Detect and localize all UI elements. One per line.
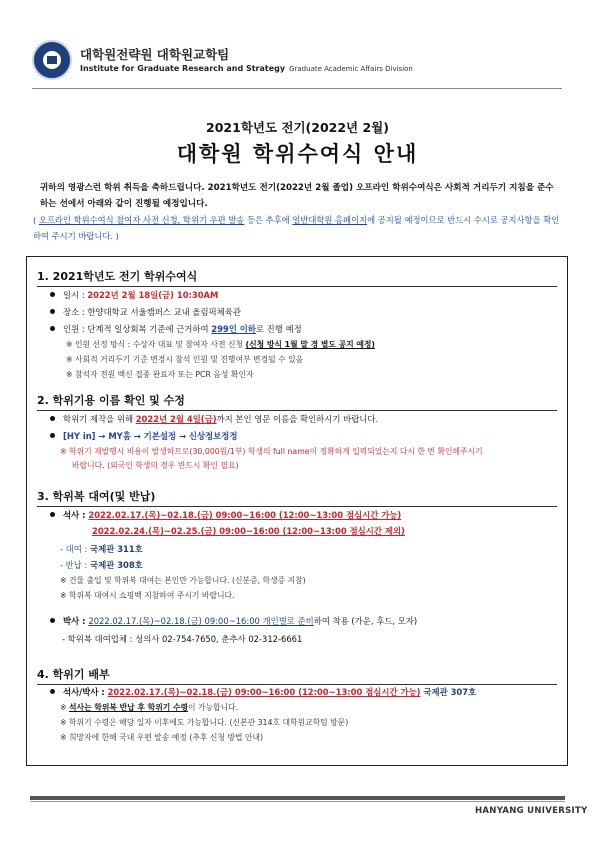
section3-master-label: 석사 :: [63, 510, 89, 520]
section1-note3: ※ 참석자 전원 백신 접종 완료자 또는 PCR 음성 확인자: [66, 370, 254, 379]
section1-attendance: [50, 322, 302, 336]
notice-part1: 오프라인 학위수여식 참여자 사전 신청, 학위기 우편 발송: [38, 215, 245, 225]
section2-title-text: 2. 학위기용 이름 확인 및 수정: [37, 394, 185, 407]
section4-note1-a: ※: [60, 703, 70, 712]
section1-date: [50, 288, 218, 302]
section3-note2: ※ 학위복 대여시 쇼핑백 지참하여 주시기 바랍니다.: [60, 591, 235, 600]
section1-place: [50, 305, 241, 319]
section4-note1-b: 석사는 학위복 반납 후 학위기 수령: [69, 703, 189, 712]
section1-attend-a: 인원 : 단계적 일상회복 기준에 근거하여: [63, 324, 212, 334]
org-name-english-sub: Graduate Academic Affairs Division: [289, 65, 413, 73]
section4-period: 2022.02.17.(목)~02.18.(금) 09:00~16:00 (12:00~13:00 점심시간 가능): [107, 687, 421, 697]
section2-note-line1: ※ 학위기 재발행시 비용이 발생하므로(30,000원/1부) 학생의 full name이 정확하게 입력되었는지 다시 한 번 확인해주시기: [60, 447, 483, 456]
section1-note1-b: (신청 방식 1월 말 경 별도 공지 예정): [245, 340, 375, 349]
section2-title: [37, 392, 557, 411]
section4-note2: ※ 학위기 수령은 해당 일자 이후에도 가능합니다. (신본관 314호 대학원교학팀 방문): [60, 718, 349, 727]
section3-return-label: - 반납 :: [60, 560, 91, 570]
bullet-icon: [50, 326, 55, 331]
intro-paragraph: 귀하의 영광스런 학위 취득을 축하드립니다. 2021학년도 전기(2022년 2월 졸업) 오프라인 학위수여식은 사회적 거리두기 지침을 준수하는 선에서 아래와 같이 진행될 예정입니다.: [40, 183, 554, 209]
section3-rent-place: 국제관 311호: [90, 544, 143, 554]
section1-title-text: 1. 2021학년도 전기 학위수여식: [37, 270, 198, 283]
section4-note1-c: 이 가능합니다.: [188, 703, 239, 712]
section4-label: 석사/박사 :: [63, 687, 108, 697]
section4-note3: ※ 희망자에 한해 국내 우편 발송 예정 (추후 신청 방법 안내): [60, 733, 264, 742]
org-name-korean: 대학원전략원 대학원교학팀: [80, 47, 230, 62]
section2-line1-c: 까지 본인 영문 이름을 확인하시기 바랍니다.: [216, 414, 379, 424]
section3-vendors: - 학위복 대여업체 : 성의사 02-754-7650, 춘추사 02-312-6661: [62, 634, 303, 644]
section3-phd-mid: 개인별로 준비: [259, 616, 314, 626]
section2-note-line2: 바랍니다. (외국인 학생의 경우 반드시 확인 필요): [72, 461, 239, 470]
bullet-icon: [50, 292, 55, 297]
bullet-icon: [50, 689, 55, 694]
section1-attend-c: 로 진행 예정: [255, 324, 302, 334]
section1-note1: [66, 338, 375, 352]
bullet-icon: [50, 309, 55, 314]
section3-phd-period: 2022.02.17.(목)~02.18.(금) 09:00~16:00: [88, 616, 260, 626]
notice-part2: 등은 추후에: [244, 215, 293, 225]
section4-title: [37, 666, 557, 685]
org-name-english-main: Institute for Graduate Research and Strategy: [80, 64, 286, 73]
section3-phd: [50, 614, 417, 628]
section1-note1-a: ※ 인원 선정 방식 : 수상자 대표 및 참여자 사전 신청: [66, 340, 246, 349]
section3-return: [60, 558, 143, 572]
footer-rule-thick: [30, 796, 565, 800]
section3-title: [37, 488, 557, 507]
section2-line1-b: 2022년 2월 4일(금): [135, 414, 217, 424]
section2-line1-a: 학위기 제작을 위해: [63, 414, 136, 424]
university-seal-logo: [32, 40, 72, 80]
section3-master-period1: 2022.02.17.(목)~02.18.(금) 09:00~16:00 (12:00~13:00 점심시간 가능): [88, 510, 402, 520]
notice-part3: 일반대학원 홈페이지: [292, 215, 368, 225]
section3-master-period2-row: [92, 524, 405, 538]
bullet-icon: [50, 512, 55, 517]
footer-rule-thin: [30, 801, 565, 802]
section1-title: [37, 268, 557, 287]
bullet-icon: [50, 618, 55, 623]
section3-return-place: 국제관 308호: [90, 560, 143, 570]
doc-title-term: 2021학년도 전기(2022년 2월): [206, 120, 389, 135]
footer-university-name: HANYANG UNIVERSITY: [475, 806, 588, 816]
bullet-icon: [50, 416, 55, 421]
section4-place: 국제관 307호: [420, 687, 477, 697]
section1-date-value: 2022년 2월 18일(금) 10:30AM: [87, 290, 219, 300]
header-divider: [32, 88, 562, 89]
section4-note1: [60, 701, 238, 715]
notice-open: (: [33, 215, 39, 225]
notice-paragraph: [33, 212, 566, 244]
section3-master: [50, 508, 401, 522]
section4-title-text: 4. 학위기 배부: [37, 668, 110, 681]
section1-date-label: 일시 :: [63, 290, 88, 300]
section4-main: [50, 685, 476, 699]
doc-title-main: 대학원 학위수여식 안내: [176, 142, 419, 166]
section3-phd-tail: 하여 착용 (가운, 후드, 모자): [313, 616, 418, 626]
section1-place-text: 장소 : 한양대학교 서울캠퍼스 교내 올림픽체육관: [63, 307, 241, 317]
section3-master-period2: 2022.02.24.(목)~02.25.(금) 09:00~16:00 (12:00~13:00 점심시간 제외): [92, 526, 405, 536]
section3-rent-label: - 대여 :: [60, 544, 91, 554]
notice-part4: 에 공지될 예정이므로 반드시 수시로 공지사항을 확인하여 주시기 바랍니다. ): [33, 215, 560, 241]
org-name-english: [80, 64, 413, 73]
section3-note1: ※ 건물 출입 및 학위복 대여는 본인만 가능합니다. (신분증, 학생증 지참): [60, 576, 306, 585]
bullet-icon: [50, 433, 55, 438]
section2-line2: [50, 429, 237, 443]
section3-title-text: 3. 학위복 대여(및 반납): [37, 490, 156, 503]
section1-note2: ※ 사회적 거리두기 기준 변경시 참석 인원 및 진행여부 변경될 수 있음: [66, 355, 304, 364]
section3-phd-label: 박사 :: [63, 616, 89, 626]
section2-path: [HY in] → MY홈 → 기본설정 → 신상정보정정: [63, 431, 238, 441]
section2-line1: [50, 412, 378, 426]
section1-attend-b: 299인 이하: [211, 324, 256, 334]
section3-rent: [60, 542, 143, 556]
